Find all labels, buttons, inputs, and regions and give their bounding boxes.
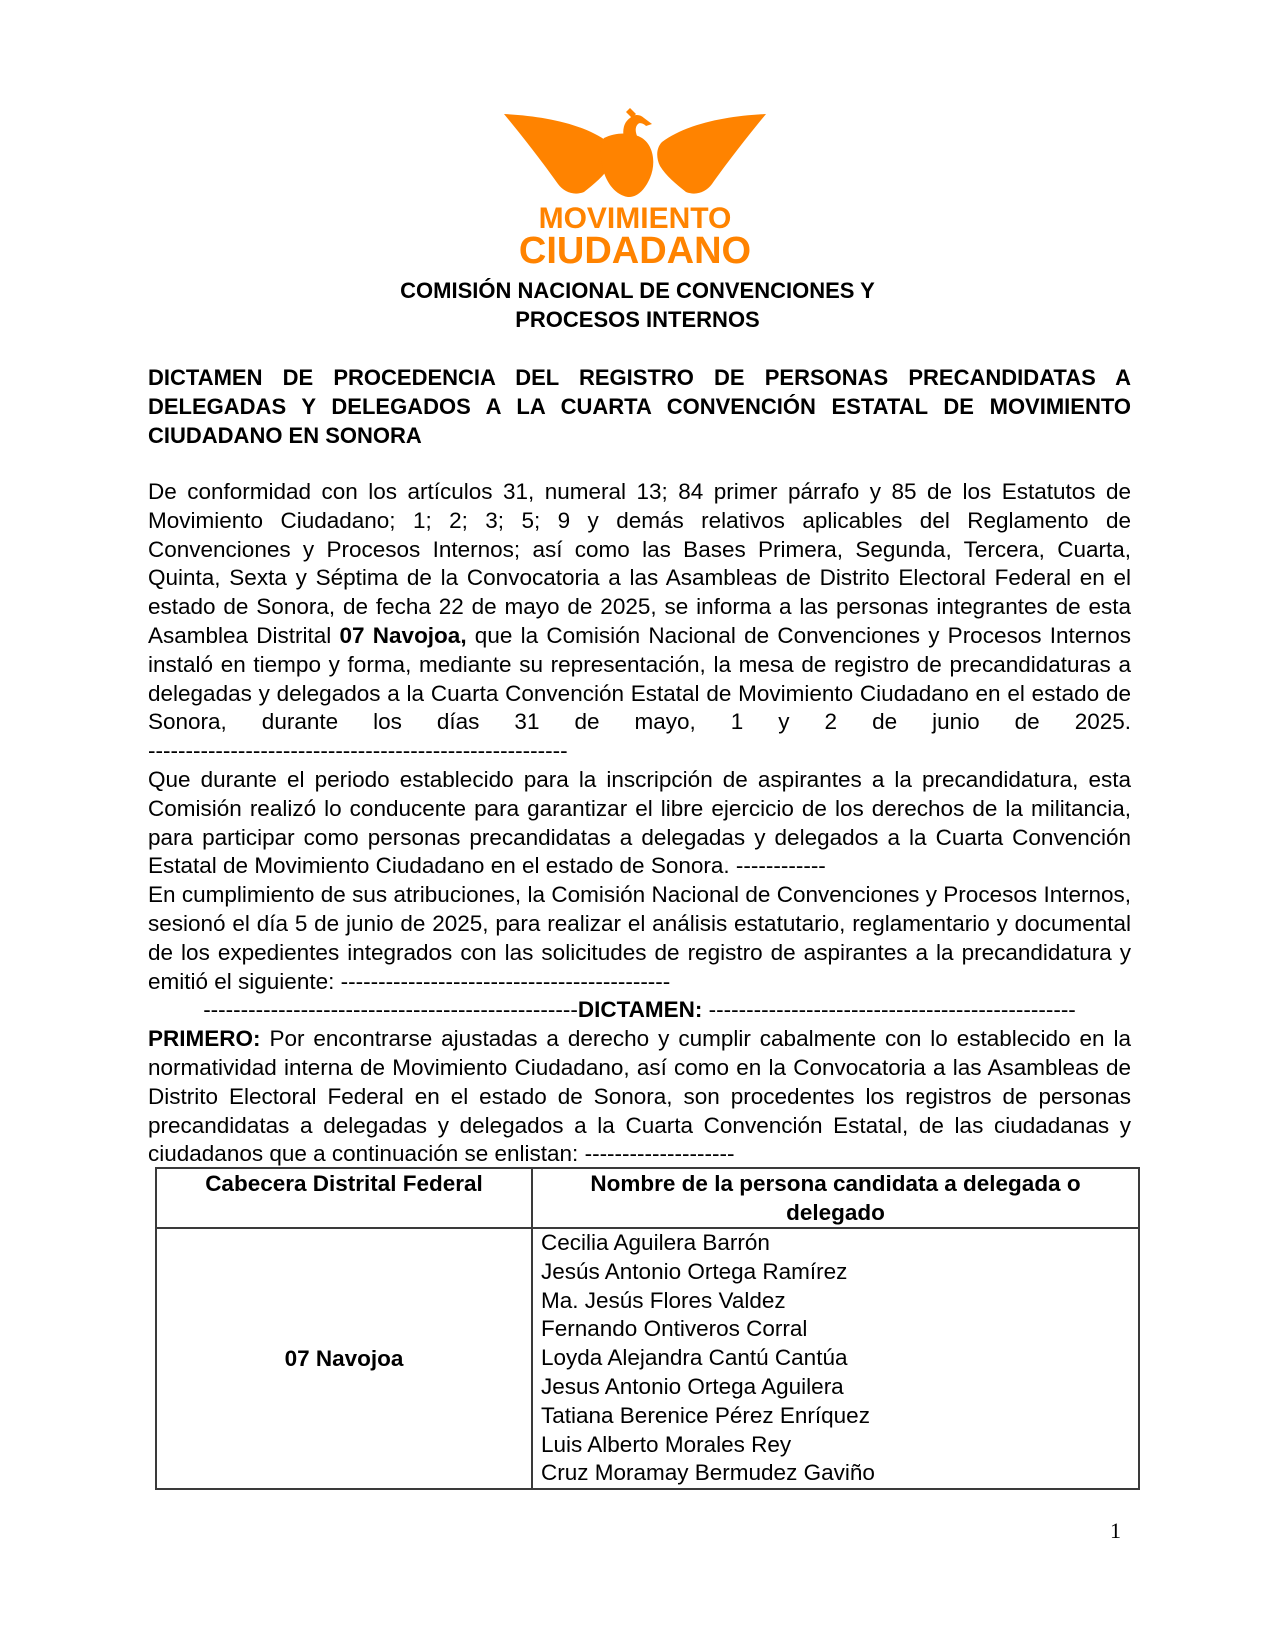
dash-filler: ------------ — [735, 853, 826, 879]
candidates-table — [155, 1167, 1140, 1490]
dictamen-heading: --------------------------------------------------DICTAMEN: ------------------------------------------------- — [203, 997, 1076, 1023]
dash-filler: -------------------------------------------- — [340, 968, 671, 994]
commission-line-2: PROCESOS INTERNOS — [515, 307, 760, 332]
candidate-name: Jesus Antonio Ortega Aguilera — [541, 1373, 844, 1399]
candidate-name: Ma. Jesús Flores Valdez — [541, 1287, 786, 1313]
logo-text-ciudadano: CIUDADANO — [518, 230, 752, 268]
dash-filler: -------------------------------------------------------- — [148, 738, 568, 764]
paragraph-preamble: De conformidad con los artículos 31, numeral 13; 84 primer párrafo y 85 de los Estatutos de Movimiento Ciudadano; 1; 2; 3; 5; 9 y demás relativos aplicables del Reglamento de Convenciones y Procesos Internos; así como las Bases Primera, Segunda, Tercera, Cuarta, Quinta, Sexta y Séptima de la Convocatoria a las Asambleas de Distrito Electoral Federal en el estado de Sonora, de fecha 22 de mayo de 2025, se informa a las personas integrantes de esta Asamblea Distrital 07 Navojoa, que la Comisión Nacional de Convenciones y Procesos Internos instaló en tiempo y forma, mediante su representación, la mesa de registro de precandidaturas a delegadas y delegados a la Cuarta Convención Estatal de Movimiento Ciudadano en el estado de Sonora, durante los días 31 de mayo, 1 y 2 de junio de 2025. -------------------------------------------------------- — [148, 479, 1132, 764]
header-district: Cabecera Distrital Federal — [156, 1168, 532, 1228]
primero-label: PRIMERO: — [148, 1026, 261, 1052]
paragraph-primero: PRIMERO: Por encontrarse ajustadas a derecho y cumplir cabalmente con lo establecido en la normatividad interna de Movimiento Ciudadano, así como en la Convocatoria a las Asambleas de Distrito Electoral Federal en el estado de Sonora, son procedentes los registros de personas precandidatas a delegadas y delegados a la Cuarta Convención Estatal, de las ciudadanas y ciudadanos que a continuación se enlistan: -------------------- — [148, 1026, 1131, 1167]
names-cell — [532, 1228, 1139, 1489]
candidate-name: Tatiana Berenice Pérez Enríquez — [541, 1402, 870, 1428]
header-candidate-name: Nombre de la persona candidata a delegada o delegado — [532, 1168, 1139, 1228]
commission-name — [0, 276, 1275, 334]
candidate-name: Cecilia Aguilera Barrón — [541, 1230, 770, 1255]
commission-line-1: COMISIÓN NACIONAL DE CONVENCIONES Y — [400, 278, 875, 303]
candidate-name: Luis Alberto Morales Rey — [541, 1431, 792, 1457]
candidate-name: Jesús Antonio Ortega Ramírez — [541, 1258, 848, 1284]
candidate-name: Fernando Ontiveros Corral — [541, 1316, 808, 1342]
page-number: 1 — [1110, 1518, 1121, 1543]
table-row — [156, 1228, 1139, 1489]
candidate-name: Loyda Alejandra Cantú Cantúa — [541, 1345, 848, 1371]
eagle-icon — [504, 108, 766, 268]
district-cell: 07 Navojoa — [156, 1228, 532, 1489]
paragraph-inscription-period: Que durante el periodo establecido para la inscripción de aspirantes a la precandidatura, esta Comisión realizó lo conducente para garantizar el libre ejercicio de los derechos de la militancia, para participar como personas precandidatas a delegadas y delegados a la Cuarta Convención Estatal de Movimiento Ciudadano en el estado de Sonora. ------------ — [148, 766, 1131, 879]
paragraph-session: En cumplimiento de sus atribuciones, la Comisión Nacional de Convenciones y Procesos Internos, sesionó el día 5 de junio de 2025, para realizar el análisis estatutario, reglamentario y documental de los expedientes integrados con las solicitudes de registro de aspirantes a la precandidatura y emitió el siguiente: -------------------------------------------- — [148, 882, 1131, 994]
document-title: DICTAMEN DE PROCEDENCIA DEL REGISTRO DE PERSONAS PRECANDIDATAS A DELEGADAS Y DELEGADOS A LA CUARTA CONVENCIÓN ESTATAL DE MOVIMIENTO CIUDADANO EN SONORA — [148, 365, 1131, 448]
dictamen-label: DICTAMEN: — [577, 997, 703, 1023]
dash-filler: -------------------- — [584, 1141, 735, 1167]
district-bold: 07 Navojoa, — [339, 622, 467, 648]
candidate-name: Cruz Moramay Bermudez Gaviño — [541, 1460, 875, 1486]
logo-text-movimiento: MOVIMIENTO — [538, 202, 732, 235]
document-body — [148, 478, 1131, 1169]
table-header-row — [156, 1168, 1139, 1228]
movimiento-ciudadano-logo — [504, 108, 766, 268]
